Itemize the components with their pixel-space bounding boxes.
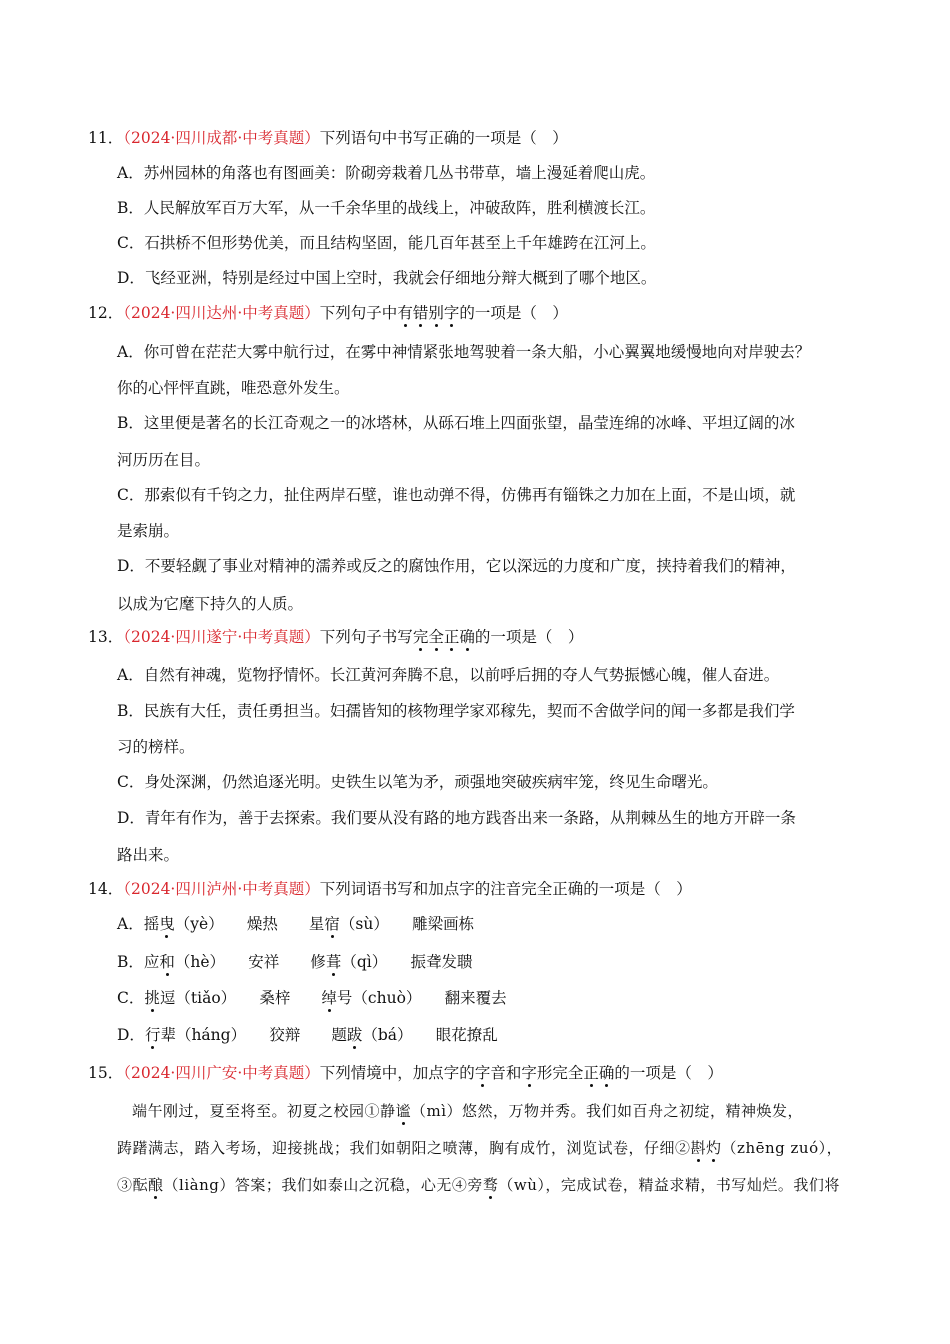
dotted-char: 曳: [159, 915, 175, 933]
text-segment: 的一项是（ ）: [474, 628, 584, 646]
option-12-c-cont: 是索崩。: [117, 522, 180, 540]
question-stem: [320, 628, 584, 646]
option-11-d: D．飞经亚洲，特别是经过中国上空时，我就会仔细地分辩大概到了哪个地区。: [117, 269, 657, 287]
text-segment: （sù） 雕梁画栋: [339, 915, 475, 933]
text-segment: 下列词语书写和加点字的注音完全正确的一项是（ ）: [319, 880, 692, 898]
dotted-char: 跋: [346, 1026, 363, 1044]
text-segment: 下列句子书写: [319, 628, 413, 646]
dotted-char: 骛: [482, 1176, 499, 1194]
option-13-c: C．身处深渊，仍然追逐光明。史铁生以笔为矛，顽强地突破疾病牢笼，终见生命曙光。: [117, 773, 718, 791]
option-14-d: [117, 1025, 498, 1045]
question-number: 13．: [88, 628, 124, 646]
question-11: [88, 128, 568, 148]
option-11-c: C．石拱桥不但形势优美，而且结构坚固，能几百年甚至上千年雄跨在江河上。: [117, 234, 656, 252]
dotted-char: 斟: [690, 1139, 707, 1157]
dotted-char: 正: [583, 1064, 599, 1082]
text-segment: 号（chuò） 翻来覆去: [336, 989, 507, 1007]
text-segment: 端午刚过，夏至将至。初夏之校园①静: [132, 1102, 396, 1120]
dotted-char: 行: [144, 1026, 161, 1044]
dotted-char: 字: [443, 304, 460, 322]
dotted-char: 挑: [144, 989, 160, 1007]
option-12-b-cont: 河历历在目。: [117, 451, 211, 469]
question-stem: [320, 129, 568, 147]
dotted-char: 字: [474, 1064, 491, 1082]
question-stem: [320, 304, 568, 322]
text-segment: 下列情境中，加点字的: [319, 1064, 475, 1082]
text-segment: （liàng）答案；我们如泰山之沉稳，心无④旁: [163, 1176, 483, 1194]
text-segment: （wù），完成试卷，精益求精，书写灿烂。我们将: [498, 1176, 840, 1194]
option-11-b: B．人民解放军百万大军，从一千余华里的战线上，冲破敌阵，胜利横渡长江。: [117, 199, 656, 217]
dotted-char: 灼: [706, 1139, 722, 1157]
dotted-char: 葺: [325, 953, 342, 971]
option-14-b: [117, 952, 472, 972]
question-source: （2024·四川泸州·中考真题）: [123, 880, 320, 898]
text-segment: B．应: [117, 953, 160, 971]
dotted-char: 全: [428, 628, 444, 646]
text-segment: A．摇: [117, 915, 160, 933]
text-segment: D．: [117, 1026, 145, 1044]
text-segment: （mì）悠然，万物并秀。我们如百舟之初绽，精神焕发，: [411, 1102, 804, 1120]
question-13: [88, 627, 583, 647]
dotted-char: 酿: [148, 1176, 164, 1194]
question-number: 12．: [88, 304, 124, 322]
text-segment: 形完全: [536, 1064, 584, 1082]
text-segment: ③酝: [117, 1176, 149, 1194]
text-segment: （bá） 眼花撩乱: [362, 1026, 498, 1044]
dotted-char: 确: [459, 628, 475, 646]
text-segment: 的一项是（ ）: [459, 304, 568, 322]
option-12-a: A．你可曾在茫茫大雾中航行过，在雾中神情紧张地驾驶着一条大船，小心翼翼地缓慢地向对岸驶去？: [117, 343, 811, 361]
dotted-char: 宿: [324, 915, 340, 933]
dotted-char: 别: [428, 304, 444, 322]
dotted-char: 谧: [395, 1102, 412, 1120]
dotted-char: 有: [397, 304, 413, 322]
question-number: 14．: [88, 880, 124, 898]
text-segment: 下列句子中: [319, 304, 398, 322]
option-11-a: A．苏州园林的角落也有图画美：阶砌旁栽着几丛书带草，墙上漫延着爬山虎。: [117, 164, 656, 182]
text-segment: （hè） 安祥 修: [174, 953, 326, 971]
text-segment: （yè） 燥热 星: [174, 915, 325, 933]
dotted-char: 正: [443, 628, 460, 646]
question-stem: [320, 880, 692, 898]
text-segment: 的一项是（ ）: [614, 1064, 723, 1082]
option-12-d-cont: 以成为它麾下持久的人质。: [117, 595, 304, 613]
option-14-a: [117, 914, 474, 934]
question-15: [88, 1063, 723, 1083]
dotted-char: 字: [521, 1064, 537, 1082]
option-12-a-cont: 你的心怦怦直跳，唯恐意外发生。: [117, 379, 350, 397]
question-source: （2024·四川达州·中考真题）: [123, 304, 320, 322]
question-12: [88, 303, 568, 323]
passage-line-3: [117, 1175, 840, 1195]
dotted-char: 错: [412, 304, 429, 322]
text-segment: 辈（háng） 狡辩 题: [160, 1026, 347, 1044]
option-13-d: D．青年有作为，善于去探索。我们要从没有路的地方践沓出来一条路，从荆棘丛生的地方开辟一条: [117, 809, 796, 827]
option-13-d-cont: 路出来。: [117, 846, 180, 864]
dotted-char: 完: [412, 628, 429, 646]
question-number: 15．: [88, 1064, 124, 1082]
passage-line-1: [132, 1101, 803, 1121]
option-13-b: B．民族有大任，责任勇担当。妇孺皆知的核物理学家邓稼先，契而不舍做学问的闻一多都是我们学: [117, 702, 795, 720]
question-14: [88, 879, 692, 899]
text-segment: 下列语句中书写正确的一项是（ ）: [319, 129, 568, 147]
option-12-b: B．这里便是著名的长江奇观之一的冰塔林，从砾石堆上四面张望，晶莹连绵的冰峰、平坦辽阔的冰: [117, 414, 795, 432]
question-number: 11．: [88, 129, 124, 147]
text-segment: C．: [117, 989, 145, 1007]
question-source: （2024·四川成都·中考真题）: [123, 129, 320, 147]
text-segment: 逗（tiǎo） 桑梓: [159, 989, 322, 1007]
option-12-d: D．不要轻觑了事业对精神的濡养或反之的腐蚀作用，它以深远的力度和广度，挟持着我们的精神，: [117, 557, 796, 575]
option-13-b-cont: 习的榜样。: [117, 738, 195, 756]
option-14-c: [117, 988, 507, 1008]
dotted-char: 确: [598, 1064, 615, 1082]
option-13-a: A．自然有神魂，览物抒情怀。长江黄河奔腾不息，以前呼后拥的夺人气势振憾心魄，催人奋进。: [117, 666, 780, 684]
dotted-char: 绰: [321, 989, 337, 1007]
passage-line-2: [117, 1138, 842, 1158]
text-segment: （zhēng zuó），: [721, 1139, 843, 1157]
dotted-char: 和: [159, 953, 175, 971]
text-segment: 音和: [490, 1064, 522, 1082]
text-segment: （qì） 振聋发聩: [341, 953, 473, 971]
text-segment: 踌躇满志，踏入考场，迎接挑战；我们如朝阳之喷薄，胸有成竹，浏览试卷，仔细②: [117, 1139, 691, 1157]
question-source: （2024·四川遂宁·中考真题）: [123, 628, 320, 646]
question-stem: [320, 1064, 723, 1082]
option-12-c: C．那索似有千钧之力，扯住两岸石壁，谁也动弹不得，仿佛再有锱铢之力加在上面，不是山顷，就: [117, 486, 796, 504]
question-source: （2024·四川广安·中考真题）: [123, 1064, 320, 1082]
